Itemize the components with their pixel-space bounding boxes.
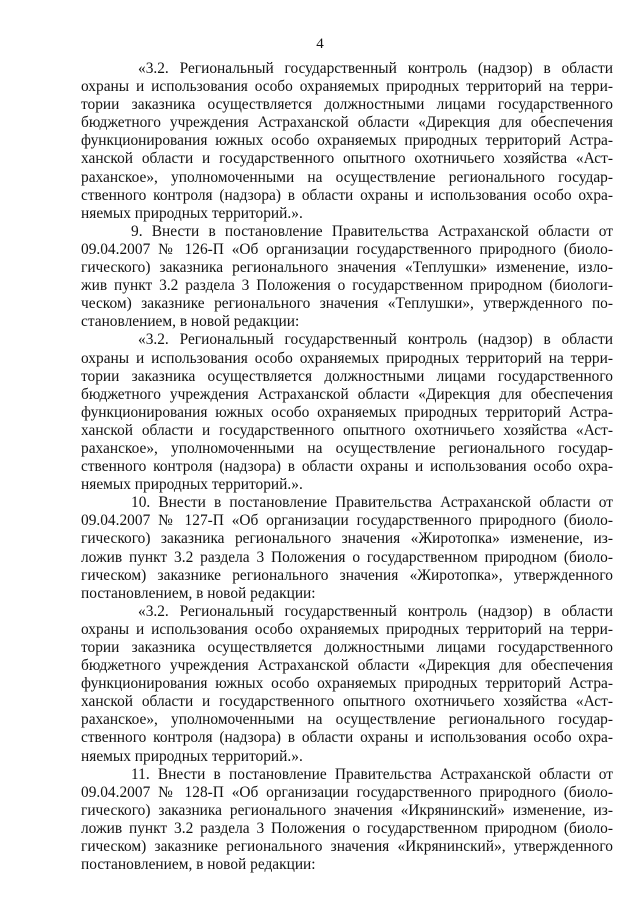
text-line: постановлением, в новой редакции: [81,584,316,602]
text-line: «3.2. Региональный государственный контроль (надзор) в области [138,331,613,349]
text-line: няемых природных территорий.». [81,476,303,494]
quoted-amendment-paragraph [81,331,613,494]
text-line: раханское», уполномоченными на осуществление регионального государ- [81,168,613,186]
text-line: постановлением, в новой редакции: [81,856,316,874]
text-line: становлением, в новой редакции: [81,313,300,331]
text-line: ственного контроля (надзора) в области охраны и использования особо охра- [81,458,613,476]
text-line: тории заказника осуществляется должностными лицами государственного [81,96,613,114]
text-line: 09.04.2007 № 126-П «Об организации государственного природного (биоло- [81,240,613,258]
text-line: функционирования южных особо охраняемых природных территорий Астра- [81,675,613,693]
text-line: ственного контроля (надзора) в области охраны и использования особо охра- [81,729,613,747]
text-line: ложив пункт 3.2 раздела 3 Положения о государственном природном (биоло- [81,819,613,837]
page-number: 4 [316,36,324,52]
text-line: «3.2. Региональный государственный контроль (надзор) в области [138,602,613,620]
document-body [81,60,613,874]
text-line: ханской области и государственного опытного охотничьего хозяйства «Аст- [81,693,613,711]
text-line: ложив пункт 3.2 раздела 3 Положения о государственном природном (биоло- [81,548,613,566]
text-line: раханское», уполномоченными на осуществление регионального государ- [81,439,613,457]
quoted-amendment-paragraph [81,603,613,766]
text-line: ханской области и государственного опытного охотничьего хозяйства «Аст- [81,421,613,439]
text-line: няемых природных территорий.». [81,747,303,765]
text-line: функционирования южных особо охраняемых природных территорий Астра- [81,132,613,150]
quoted-amendment-paragraph [81,60,613,223]
text-line: охраны и использования особо охраняемых природных территорий на терри- [81,78,613,96]
text-line: ханской области и государственного опытного охотничьего хозяйства «Аст- [81,150,613,168]
text-line: охраны и использования особо охраняемых природных территорий на терри- [81,349,613,367]
text-line: раханское», уполномоченными на осуществление регионального государ- [81,711,613,729]
text-line: тории заказника осуществляется должностными лицами государственного [81,367,613,385]
text-line: гического) заказника регионального значения «Теплушки» изменение, изло- [81,259,613,277]
text-line: жив пункт 3.2 раздела 3 Положения о государственном природном (биологи- [81,277,613,295]
text-line: бюджетного учреждения Астраханской области «Дирекция для обеспечения [81,114,613,132]
text-line: гическом) заказнике регионального значения «Икрянинский», утвержденного [81,838,613,856]
text-line: функционирования южных особо охраняемых природных территорий Астра- [81,403,613,421]
text-line: тории заказника осуществляется должностными лицами государственного [81,639,613,656]
text-line: «3.2. Региональный государственный контроль (надзор) в области [138,60,613,77]
text-line: бюджетного учреждения Астраханской области «Дирекция для обеспечения [81,657,613,675]
numbered-item-paragraph [81,223,613,332]
text-line: охраны и использования особо охраняемых природных территорий на терри- [81,620,613,638]
text-line: ственного контроля (надзора) в области охраны и использования особо охра- [81,186,613,204]
text-line: 10. Внести в постановление Правительства Астраханской области от [131,494,613,512]
text-line: бюджетного учреждения Астраханской области «Дирекция для обеспечения [81,385,613,403]
text-line: гического) заказника регионального значения «Жиротопка» изменение, из- [81,530,613,548]
text-line: 9. Внести в постановление Правительства Астраханской области от [131,222,613,240]
text-line: гическом) заказнике регионального значения «Жиротопка», утвержденного [81,566,613,584]
numbered-item-paragraph [81,494,613,603]
numbered-item-paragraph [81,766,613,875]
text-line: 11. Внести в постановление Правительства Астраханской области от [131,765,613,783]
text-line: 09.04.2007 № 128-П «Об организации государственного природного (биоло- [81,783,613,801]
text-line: няемых природных территорий.». [81,204,303,222]
text-line: 09.04.2007 № 127-П «Об организации государственного природного (биоло- [81,512,613,530]
text-line: ческом) заказнике регионального значения «Теплушки», утвержденного по- [81,295,613,313]
text-line: гического) заказника регионального значения «Икрянинский» изменение, из- [81,801,613,819]
